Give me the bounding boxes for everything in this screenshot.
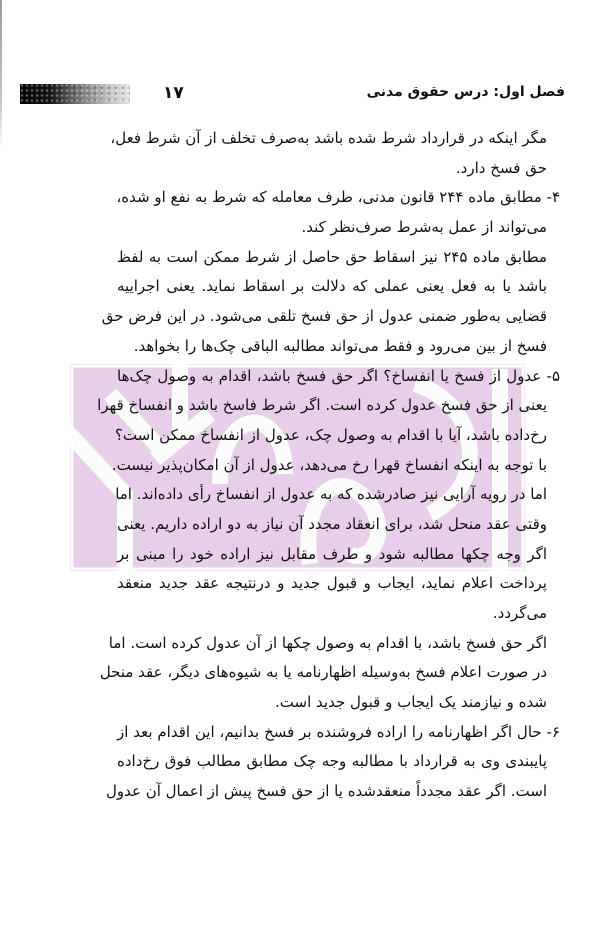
text-line: یعنی از حق فسخ عدول کرده است. اگر شرط فاسخ باشد و انفساخ قهرا bbox=[97, 396, 547, 415]
scan-edge-artifact bbox=[0, 0, 2, 150]
running-header bbox=[0, 78, 600, 108]
body-text bbox=[97, 124, 560, 807]
page-number: ۱۷ bbox=[163, 83, 184, 103]
text-line: اگر حق فسخ باشد، با اقدام به وصول چکها از آن عدول کرده است. اما bbox=[108, 633, 547, 652]
text-line: پایبندی وی به قرارداد با مطالبه وجه چک مطابق مطالب فوق رخ‌داده bbox=[117, 752, 547, 771]
text-line: فسخ از بین می‌رود و فقط می‌تواند مطالبه الباقی چک‌ها را بخواهد. bbox=[133, 336, 547, 355]
text-line: اگر وجه چکها مطالبه شود و طرف مقابل نیز اراده خود را مبنی بر bbox=[117, 544, 547, 563]
text-line: رخ‌داده باشد، آیا با اقدام به وصول چک، عدول از انفساخ ممکن است؟ bbox=[114, 425, 547, 444]
numbered-item-4: ۴- مطابق ماده ۲۴۴ قانون مدنی، طرف معامله که شرط به نفع او شده، bbox=[116, 188, 560, 207]
chapter-title: فصل اول: درس حقوق مدنی bbox=[366, 84, 565, 100]
text-line: شده و نیازمند یک ایجاب و قبول جدید است. bbox=[275, 693, 547, 712]
text-line: مگر اینکه در قرارداد شرط شده باشد به‌صرف تخلف از آن شرط فعل، bbox=[110, 129, 547, 147]
text-line: می‌گردد. bbox=[492, 604, 547, 622]
text-line: باشد یا به فعل یعنی عملی که دلالت بر اسقاط نماید. یعنی اجراییه bbox=[117, 277, 547, 296]
text-line: اما در رویه آرایی نیز صادرشده که به عدول از انفساخ رأی داده‌اند. اما bbox=[115, 485, 547, 504]
text-line: است. اگر عقد مجدداً منعقدشده یا از حق فسخ پیش از اعمال آن عدول bbox=[105, 782, 547, 801]
text-line: در صورت اعلام فسخ به‌وسیله اظهارنامه یا به شیوه‌های دیگر، عقد منحل bbox=[99, 663, 547, 682]
numbered-item-5: ۵- عدول از فسخ یا انفساخ؟ اگر حق فسخ باشد، اقدام به وصول چک‌ها bbox=[117, 366, 560, 385]
text-line: مطابق ماده ۲۴۵ نیز اسقاط حق حاصل از شرط ممکن است به لفظ bbox=[117, 247, 547, 266]
header-decorative-bar bbox=[20, 84, 130, 104]
numbered-item-6: ۶- حال اگر اظهارنامه را اراده فروشنده بر فسخ بدانیم، این اقدام بعد از bbox=[117, 722, 560, 741]
text-line: وقتی عقد منحل شد، برای انعقاد مجدد آن نیاز به دو اراده داریم. یعنی bbox=[117, 514, 547, 533]
text-line: پرداخت اعلام نماید، ایجاب و قبول جدید و درنتیجه عقد جدید منعقد bbox=[117, 574, 547, 593]
text-line: قضایی به‌طور ضمنی عدول از حق فسخ تلقی می‌شود. در این فرض حق bbox=[101, 307, 547, 326]
text-line: می‌تواند از عمل به‌شرط صرف‌نظر کند. bbox=[301, 218, 547, 237]
text-line: با توجه به اینکه انفساخ قهرا رخ می‌دهد، عدول از آن امکان‌پذیر نیست. bbox=[111, 455, 547, 474]
text-line: حق فسخ دارد. bbox=[455, 158, 547, 177]
